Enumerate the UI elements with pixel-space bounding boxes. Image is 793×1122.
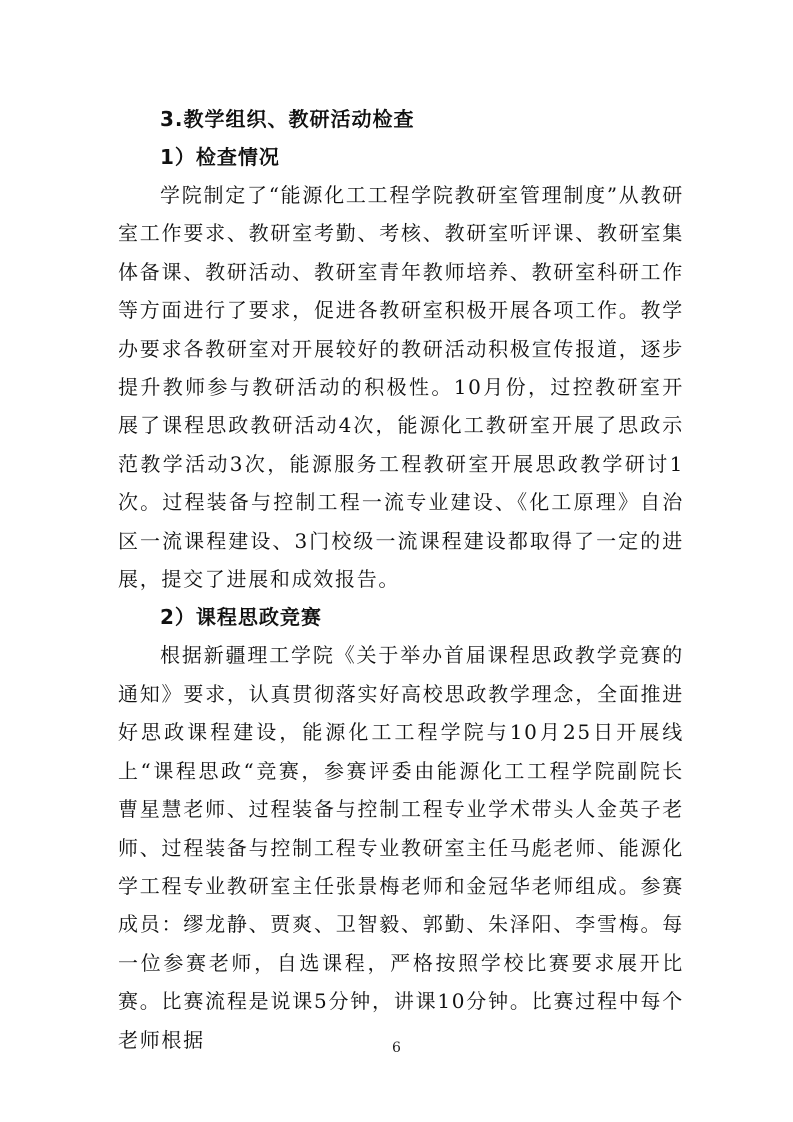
page-number: 6	[392, 1040, 401, 1056]
subsection-heading-competition: 2）课程思政竞赛	[160, 605, 322, 630]
section-heading: 3.教学组织、教研活动检查	[160, 107, 415, 131]
paragraph-inspection: 学院制定了“能源化工工程学院教研室管理制度”从教研室工作要求、教研室考勤、考核、教研室听评课、教研室集体备课、教研活动、教研室青年教师培养、教研室科研工作等方面进行了要求，促进各教研室积极开展各项工作。教学办要求各教研室对开展较好的教研活动积极宣传报道，逐步提升教师参与教研活动的积极性。10月份，过控教研室开展了课程思政教研活动4次，能源化工教研室开展了思政示范教学活动3次，能源服务工程教研室开展思政教学研讨1次。过程装备与控制工程一流专业建设、《化工原理》自治区一流课程建设、3门校级一流课程建设都取得了一定的进展，提交了进展和成效报告。	[118, 183, 684, 592]
subsection-heading-inspection: 1）检查情况	[160, 145, 280, 169]
page-body	[118, 100, 684, 1059]
paragraph-competition: 根据新疆理工学院《关于举办首届课程思政教学竞赛的通知》要求，认真贯彻落实好高校思政教学理念，全面推进好思政课程建设，能源化工工程学院与10月25日开展线上“课程思政“竞赛，参赛评委由能源化工工程学院副院长曹星慧老师、过程装备与控制工程专业学术带头人金英子老师、过程装备与控制工程专业教研室主任马彪老师、能源化学工程专业教研室主任张景梅老师和金冠华老师组成。参赛成员：缪龙静、贾爽、卫智毅、郭勤、朱泽阳、李雪梅。每一位参赛老师，自选课程，严格按照学校比赛要求展开比赛。比赛流程是说课5分钟，讲课10分钟。比赛过程中每个老师根据	[118, 643, 684, 1052]
